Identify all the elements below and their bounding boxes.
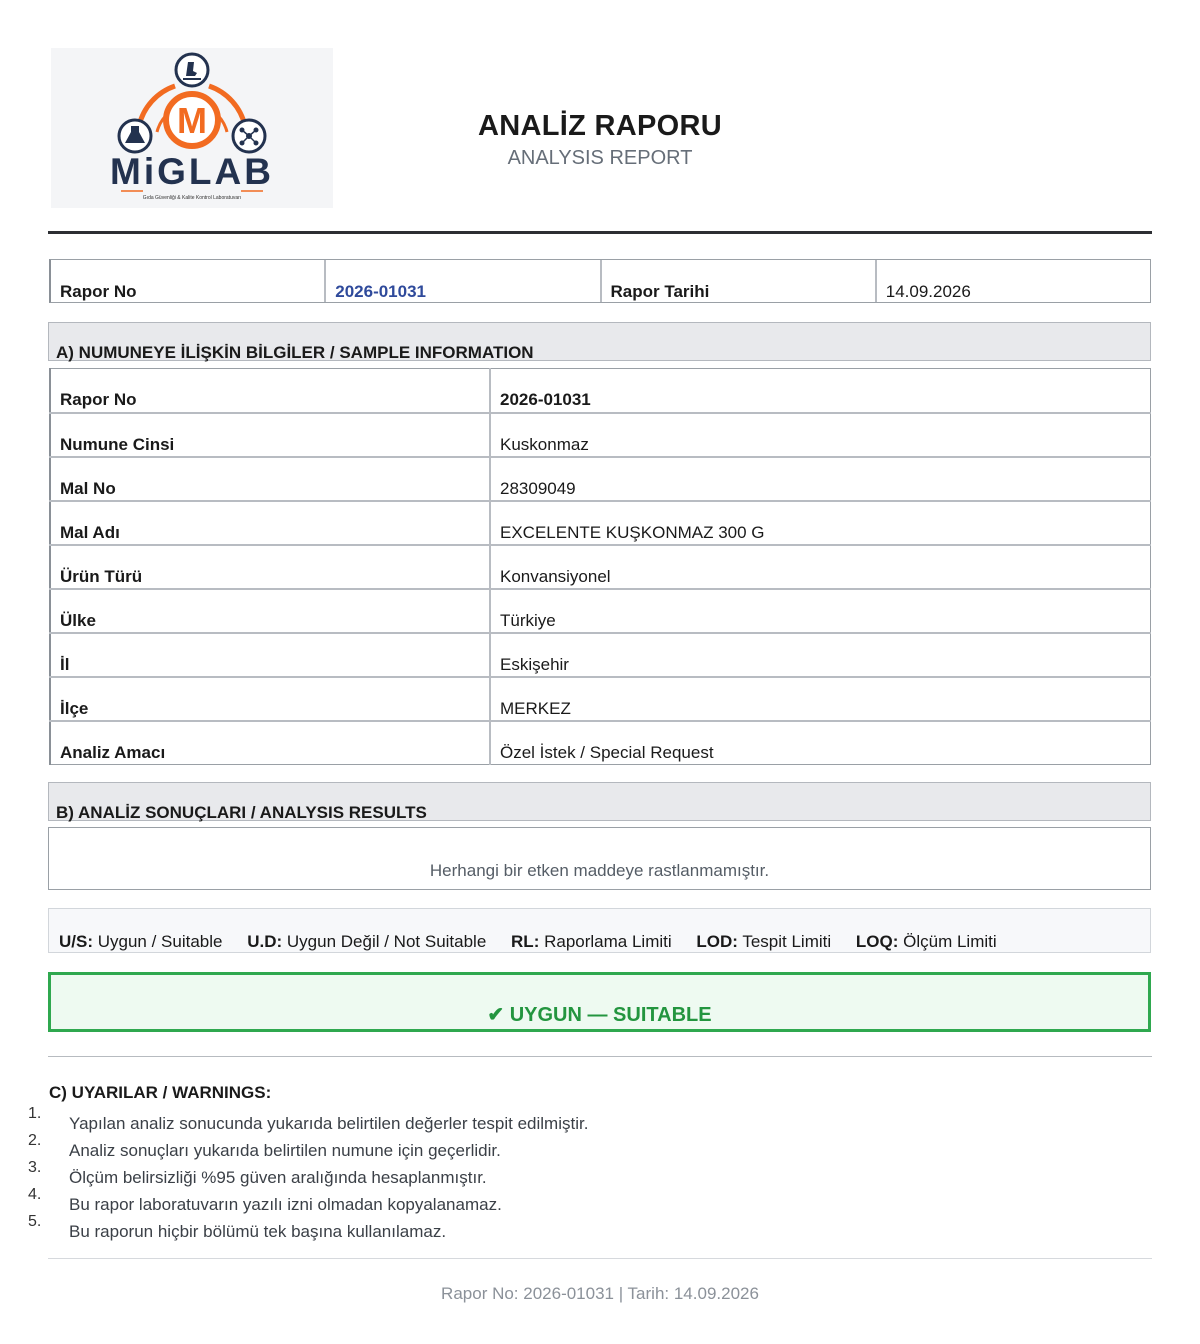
report-no-label: Rapor No [51,260,326,302]
row-label: Rapor No [50,369,490,413]
table-row [50,501,1151,545]
row-label: Numune Cinsi [50,413,490,457]
report-subtitle: ANALYSIS REPORT [507,147,693,169]
legend-item [59,932,222,951]
row-label: İlçe [50,677,490,721]
logo-brand: MiGLAB [110,151,274,192]
legend-abbr: U.D: [247,932,283,951]
table-row [50,369,1151,413]
row-value: 28309049 [490,457,1151,501]
sample-info-table [49,368,1151,765]
logo-tagline: Gıda Güvenliği & Kalite Kontrol Laboratuvarı [142,195,242,201]
warning-text: Bu rapor laboratuvarın yazılı izni olmadan kopyalanamaz. [69,1195,502,1214]
page-footer: Rapor No: 2026-01031 | Tarih: 14.09.2026 [441,1284,759,1303]
table-row [50,677,1151,721]
row-label: Ülke [50,589,490,633]
report-title-block [400,110,800,170]
row-label: İl [50,633,490,677]
analysis-result-message: Herhangi bir etken maddeye rastlanmamıştır. [48,827,1151,890]
logo-letter: M [177,100,207,141]
legend-text: Uygun Değil / Not Suitable [286,932,487,951]
lab-logo [51,48,333,208]
report-title: ANALİZ RAPORU [478,110,722,142]
legend-item [856,932,997,951]
row-label: Mal No [50,457,490,501]
section-divider [48,1056,1152,1057]
abbreviation-legend [48,908,1151,953]
warning-number: 2. [28,1132,42,1149]
legend-abbr: U/S: [59,932,93,951]
legend-item [696,932,831,951]
warning-text: Yapılan analiz sonucunda yukarıda belirtilen değerler tespit edilmiştir. [69,1114,589,1133]
warning-number: 1. [28,1105,42,1122]
legend-item [511,932,672,951]
table-row [50,633,1151,677]
table-row [50,413,1151,457]
warning-number: 5. [28,1213,42,1230]
row-label: Mal Adı [50,501,490,545]
legend-abbr: RL: [511,932,540,951]
table-row [50,457,1151,501]
row-value: Özel İstek / Special Request [500,742,714,762]
row-value: Türkiye [490,589,1151,633]
header-divider [48,231,1152,234]
row-label: Ürün Türü [50,545,490,589]
sample-info-heading: A) NUMUNEYE İLİŞKİN BİLGİLER / SAMPLE INFORMATION [48,322,1151,361]
logo-graphic [51,48,333,208]
footer-divider [48,1258,1152,1259]
warning-number: 3. [28,1159,42,1176]
row-value: Kuskonmaz [490,413,1151,457]
table-row [50,589,1151,633]
table-row [50,545,1151,589]
legend-text: Tespit Limiti [742,932,832,951]
row-label: Analiz Amacı [50,721,490,765]
row-value: Konvansiyonel [490,545,1151,589]
legend-item [247,932,486,951]
row-value: EXCELENTE KUŞKONMAZ 300 G [490,501,1151,545]
report-no-value[interactable]: 2026-01031 [326,260,601,302]
report-meta-row [49,259,1151,303]
warning-text: Analiz sonuçları yukarıda belirtilen numune için geçerlidir. [69,1141,501,1160]
report-date-label: Rapor Tarihi [602,260,877,302]
analysis-results-heading: B) ANALİZ SONUÇLARI / ANALYSIS RESULTS [48,782,1151,821]
verdict-banner: ✔ UYGUN — SUITABLE [48,972,1151,1032]
table-row [50,721,1151,765]
warnings-heading: C) UYARILAR / WARNINGS: [49,1083,272,1102]
warning-text: Ölçüm belirsizliği %95 güven aralığında hesaplanmıştır. [69,1168,487,1187]
warning-number: 4. [28,1186,42,1203]
warning-text: Bu raporun hiçbir bölümü tek başına kullanılamaz. [69,1222,447,1241]
row-value: Eskişehir [490,633,1151,677]
report-date-value: 14.09.2026 [885,282,971,301]
row-value: 2026-01031 [490,369,1151,413]
legend-text: Ölçüm Limiti [903,932,997,951]
legend-text: Raporlama Limiti [544,932,672,951]
row-value: MERKEZ [490,677,1151,721]
legend-abbr: LOQ: [855,932,899,951]
legend-abbr: LOD: [696,932,738,951]
legend-text: Uygun / Suitable [97,932,223,951]
